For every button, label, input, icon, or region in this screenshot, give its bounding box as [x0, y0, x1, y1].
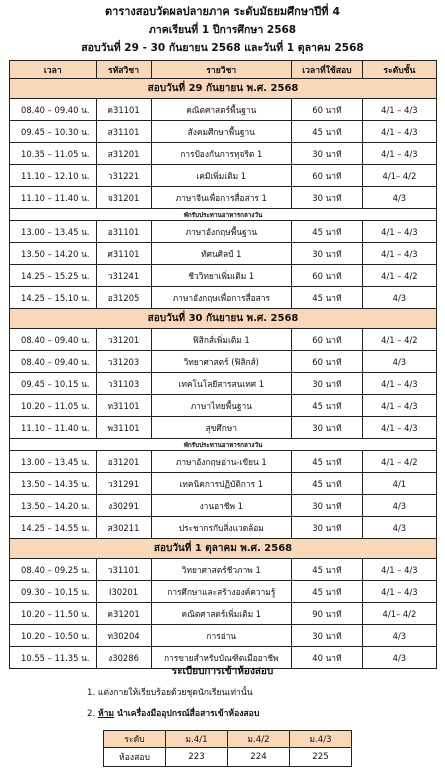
cell-duration: 30 นาที	[292, 495, 363, 517]
cell-level: 4/3	[362, 187, 436, 209]
cell-level: 4/1 – 4/3	[362, 373, 436, 395]
cell-duration: 30 นาที	[292, 517, 363, 539]
table-row	[10, 395, 437, 417]
cell-level: 4/1– 4/2	[362, 603, 436, 625]
cell-duration: 60 นาที	[292, 165, 363, 187]
cell-level: 4/1 – 4/3	[362, 143, 436, 165]
day-header-row	[10, 79, 437, 99]
cell-subject: การศึกษาและสร้างองค์ความรู้	[151, 581, 291, 603]
table-row	[10, 99, 437, 121]
cell-duration: 60 นาที	[292, 351, 363, 373]
cell-level: 4/3	[362, 517, 436, 539]
cell-time: 13.00 – 13.45 น.	[10, 221, 97, 243]
table-row	[10, 559, 437, 581]
cell-code: ค31201	[96, 603, 151, 625]
cell-code: จ31201	[96, 187, 151, 209]
table-row	[10, 221, 437, 243]
cell-duration: 30 นาที	[292, 243, 363, 265]
cell-level: 4/1 – 4/3	[362, 121, 436, 143]
table-row	[10, 417, 437, 439]
cell-level: 4/3	[362, 287, 436, 309]
cell-code: ส31201	[96, 143, 151, 165]
day-header-row	[10, 539, 437, 559]
cell-duration: 45 นาที	[292, 221, 363, 243]
cell-code: ศ31101	[96, 243, 151, 265]
cell-time: 13.50 – 14.20 น.	[10, 495, 97, 517]
lunch-break-label: พักรับประทานอาหารกลางวัน	[10, 439, 437, 451]
cell-time: 14.25 – 15.10 น.	[10, 287, 97, 309]
cell-time: 10.55 – 11.35 น.	[10, 647, 97, 669]
rule-item-2-number: 2.	[87, 709, 96, 719]
cell-subject: วิทยาศาสตร์ (ฟิสิกส์)	[151, 351, 291, 373]
cell-level: 4/3	[362, 351, 436, 373]
cell-duration: 45 นาที	[292, 473, 363, 495]
dates-line: สอบวันที่ 29 - 30 กันยายน 2568 และวันที่ 1 ตุลาคม 2568	[81, 42, 364, 54]
cell-code: ว31291	[96, 473, 151, 495]
cell-level: 4/1 – 4/2	[362, 451, 436, 473]
cell-level: 4/1	[362, 473, 436, 495]
cell-subject: วิทยาศาสตร์ชีวภาพ 1	[151, 559, 291, 581]
cell-time: 10.35 – 11.05 น.	[10, 143, 97, 165]
cell-time: 10.20 – 11.50 น.	[10, 603, 97, 625]
cell-duration: 90 นาที	[292, 603, 363, 625]
cell-subject: การอ่าน	[151, 625, 291, 647]
room-number-1: 223	[166, 748, 228, 767]
cell-subject: ประชากรกับสิ่งแวดล้อม	[151, 517, 291, 539]
semester-line: ภาคเรียนที่ 1 ปีการศึกษา 2568	[148, 24, 297, 36]
table-row	[10, 351, 437, 373]
cell-level: 4/1 – 4/3	[362, 417, 436, 439]
cell-level: 4/1 – 4/3	[362, 559, 436, 581]
cell-duration: 45 นาที	[292, 451, 363, 473]
cell-code: ว31103	[96, 373, 151, 395]
room-level-3: ม.4/3	[290, 731, 352, 748]
cell-level: 4/1 – 4/2	[362, 329, 436, 351]
exam-room-table	[103, 730, 352, 767]
rules-title: ระเบียบการเข้าห้องสอบ	[171, 666, 274, 677]
cell-time: 14.25 – 15.25 น.	[10, 265, 97, 287]
cell-subject: เคมีเพิ่มเติม 1	[151, 165, 291, 187]
cell-time: 13.50 – 14.35 น.	[10, 473, 97, 495]
table-row	[10, 187, 437, 209]
cell-level: 4/3	[362, 647, 436, 669]
cell-subject: คณิตศาสตร์เพิ่มเติม 1	[151, 603, 291, 625]
cell-code: ว31241	[96, 265, 151, 287]
table-row	[10, 373, 437, 395]
cell-time: 11.10 – 12.10 น.	[10, 165, 97, 187]
cell-code: ว31101	[96, 559, 151, 581]
col-header-level: ระดับชั้น	[362, 61, 436, 79]
cell-time: 09.45 – 10.15 น.	[10, 373, 97, 395]
cell-duration: 45 นาที	[292, 287, 363, 309]
cell-duration: 45 นาที	[292, 121, 363, 143]
cell-subject: ภาษาอังกฤษเพื่อการสื่อสาร	[151, 287, 291, 309]
exam-rules	[0, 664, 445, 719]
cell-subject: การป้องกันการทุจริต 1	[151, 143, 291, 165]
cell-duration: 45 นาที	[292, 581, 363, 603]
room-label-room: ห้องสอบ	[104, 748, 166, 767]
cell-level: 4/1 – 4/2	[362, 265, 436, 287]
cell-duration: 30 นาที	[292, 625, 363, 647]
schedule-table	[9, 60, 437, 669]
cell-subject: ภาษาไทยพื้นฐาน	[151, 395, 291, 417]
cell-code: ส31101	[96, 121, 151, 143]
cell-time: 08.40 – 09.40 น.	[10, 99, 97, 121]
cell-level: 4/1 – 4/3	[362, 243, 436, 265]
cell-subject: สุขศึกษา	[151, 417, 291, 439]
cell-subject: ชีววิทยาเพิ่มเติม 1	[151, 265, 291, 287]
cell-subject: เทคนิคการปฏิบัติการ 1	[151, 473, 291, 495]
cell-code: I30201	[96, 581, 151, 603]
cell-duration: 40 นาที	[292, 647, 363, 669]
table-row	[10, 265, 437, 287]
cell-time: 08.40 – 09.40 น.	[10, 351, 97, 373]
cell-time: 13.50 – 14.20 น.	[10, 243, 97, 265]
cell-level: 4/1 – 4/3	[362, 581, 436, 603]
cell-duration: 60 นาที	[292, 329, 363, 351]
cell-code: อ31201	[96, 451, 151, 473]
cell-time: 11.10 – 11.40 น.	[10, 417, 97, 439]
cell-subject: ภาษาอังกฤษพื้นฐาน	[151, 221, 291, 243]
cell-subject: ภาษาอังกฤษอ่าน-เขียน 1	[151, 451, 291, 473]
cell-subject: งานอาชีพ 1	[151, 495, 291, 517]
table-row	[10, 625, 437, 647]
cell-level: 4/1 – 4/3	[362, 395, 436, 417]
cell-level: 4/3	[362, 495, 436, 517]
day-title: สอบวันที่ 1 ตุลาคม พ.ศ. 2568	[10, 539, 437, 559]
rule-item-2	[87, 706, 259, 720]
header	[0, 0, 445, 57]
lunch-break-row	[10, 439, 437, 451]
table-row	[10, 143, 437, 165]
cell-subject: สังคมศึกษาพื้นฐาน	[151, 121, 291, 143]
cell-subject: ทัศนศิลป์ 1	[151, 243, 291, 265]
day-title: สอบวันที่ 29 กันยายน พ.ศ. 2568	[10, 79, 437, 99]
cell-code: อ31101	[96, 221, 151, 243]
table-row	[10, 473, 437, 495]
cell-level: 4/1 – 4/3	[362, 99, 436, 121]
cell-duration: 30 นาที	[292, 373, 363, 395]
room-level-1: ม.4/1	[166, 731, 228, 748]
table-row	[10, 451, 437, 473]
cell-level: 4/1– 4/2	[362, 165, 436, 187]
cell-code: ว31201	[96, 329, 151, 351]
table-row	[10, 287, 437, 309]
room-level-2: ม.4/2	[228, 731, 290, 748]
cell-duration: 60 นาที	[292, 99, 363, 121]
cell-subject: เทคโนโลยีสารสนเทศ 1	[151, 373, 291, 395]
cell-code: ค31101	[96, 99, 151, 121]
cell-code: ส30211	[96, 517, 151, 539]
table-row	[10, 243, 437, 265]
day-header-row	[10, 309, 437, 329]
cell-duration: 60 นาที	[292, 265, 363, 287]
col-header-subject: รายวิชา	[151, 61, 291, 79]
cell-subject: ฟิสิกส์เพิ่มเติม 1	[151, 329, 291, 351]
table-row	[10, 517, 437, 539]
cell-level: 4/3	[362, 625, 436, 647]
cell-subject: ภาษาจีนเพื่อการสื่อสาร 1	[151, 187, 291, 209]
col-header-time: เวลา	[10, 61, 97, 79]
cell-time: 09.30 – 10.15 น.	[10, 581, 97, 603]
cell-duration: 30 นาที	[292, 143, 363, 165]
cell-time: 14.25 – 14.55 น.	[10, 517, 97, 539]
lunch-break-row	[10, 209, 437, 221]
room-table-value-row	[104, 748, 352, 767]
room-table-header-row	[104, 731, 352, 748]
cell-time: 09.45 – 10.30 น.	[10, 121, 97, 143]
cell-code: ท31101	[96, 395, 151, 417]
cell-level: 4/1 – 4/3	[362, 221, 436, 243]
table-row	[10, 165, 437, 187]
cell-code: ท30204	[96, 625, 151, 647]
cell-duration: 45 นาที	[292, 395, 363, 417]
cell-duration: 30 นาที	[292, 187, 363, 209]
lunch-break-label: พักรับประทานอาหารกลางวัน	[10, 209, 437, 221]
cell-code: อ31205	[96, 287, 151, 309]
rule-item-2-text: นำเครื่องมืออุปกรณ์สื่อสารเข้าห้องสอบ	[114, 709, 260, 719]
table-row	[10, 581, 437, 603]
cell-time: 11.10 – 11.40 น.	[10, 187, 97, 209]
table-row	[10, 603, 437, 625]
cell-code: ง30286	[96, 647, 151, 669]
cell-subject: คณิตศาสตร์พื้นฐาน	[151, 99, 291, 121]
cell-duration: 30 นาที	[292, 417, 363, 439]
schedule-body	[10, 79, 437, 669]
table-header-row	[10, 61, 437, 79]
room-label-level: ระดับ	[104, 731, 166, 748]
cell-code: ว31203	[96, 351, 151, 373]
cell-code: พ31101	[96, 417, 151, 439]
page-title: ตารางสอบวัดผลปลายภาค ระดับมัธยมศึกษาปีที่ 4	[105, 5, 340, 18]
cell-time: 08.40 – 09.25 น.	[10, 559, 97, 581]
cell-time: 08.40 – 09.40 น.	[10, 329, 97, 351]
cell-time: 13.00 – 13.45 น.	[10, 451, 97, 473]
cell-subject: การขายสำหรับบัณฑิตเมืออาชีพ	[151, 647, 291, 669]
cell-code: ว31221	[96, 165, 151, 187]
cell-duration: 45 นาที	[292, 559, 363, 581]
room-number-2: 224	[228, 748, 290, 767]
cell-time: 10.20 – 11.05 น.	[10, 395, 97, 417]
rule-item-2-emphasis: ห้าม	[97, 709, 115, 719]
cell-code: ง30291	[96, 495, 151, 517]
rule-item-1: 1. แต่งกายให้เรียบร้อยด้วยชุดนักเรียนเท่านั้น	[87, 688, 253, 698]
room-number-3: 225	[290, 748, 352, 767]
col-header-duration: เวลาที่ใช้สอบ	[292, 61, 363, 79]
cell-time: 10.20 – 10.50 น.	[10, 625, 97, 647]
col-header-code: รหัสวิชา	[96, 61, 151, 79]
table-row	[10, 495, 437, 517]
table-row	[10, 121, 437, 143]
table-row	[10, 329, 437, 351]
day-title: สอบวันที่ 30 กันยายน พ.ศ. 2568	[10, 309, 437, 329]
